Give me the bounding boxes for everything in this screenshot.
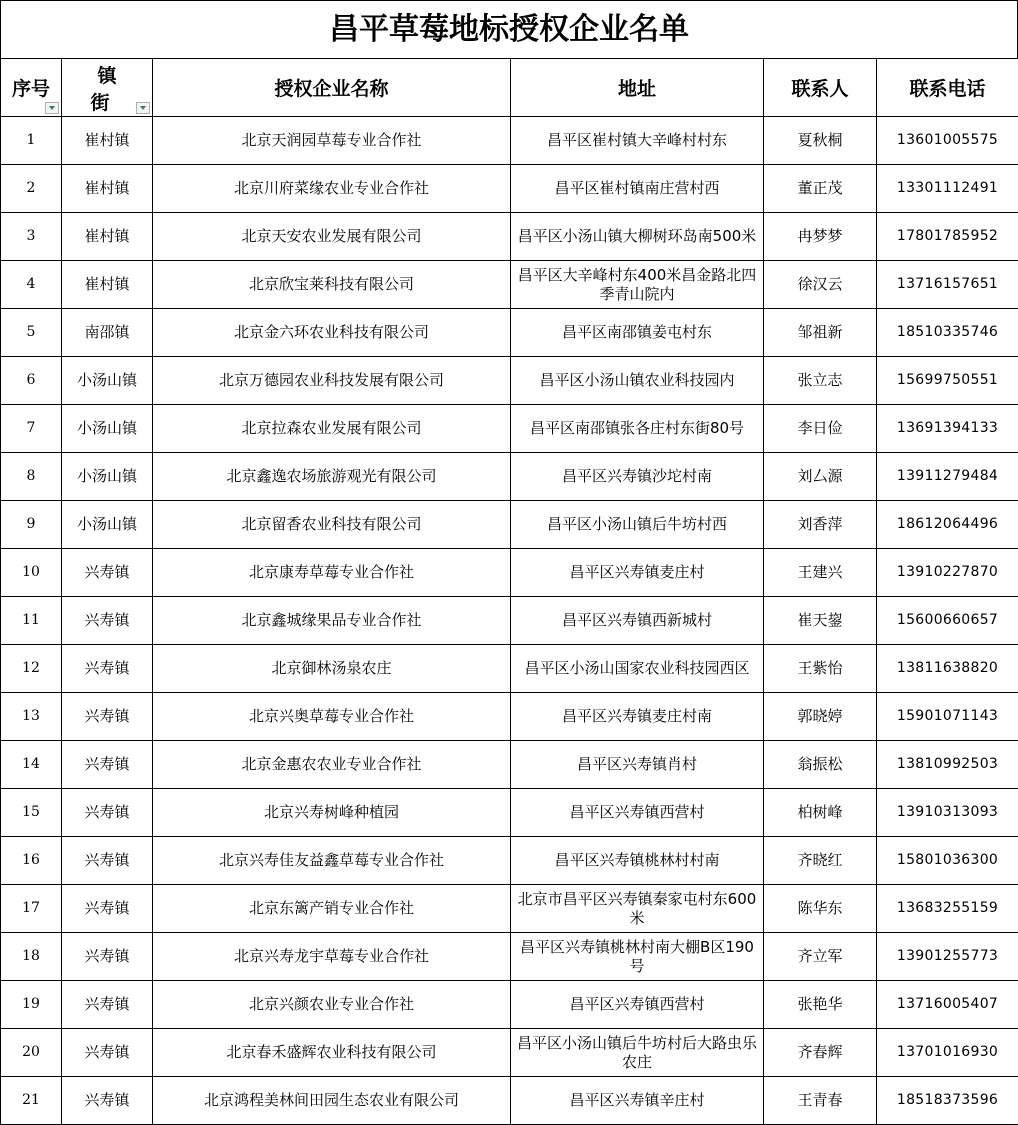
cell-contact[interactable]: 陈华东: [764, 885, 877, 933]
cell-phone[interactable]: 13701016930: [877, 1029, 1018, 1077]
table-row: [1, 789, 1018, 837]
cell-address[interactable]: 昌平区小汤山镇后牛坊村西: [511, 501, 764, 549]
cell-address[interactable]: 昌平区崔村镇大辛峰村村东: [511, 117, 764, 165]
cell-phone[interactable]: 15600660657: [877, 597, 1018, 645]
cell-seq[interactable]: 15: [1, 789, 62, 837]
cell-seq[interactable]: 10: [1, 549, 62, 597]
cell-address[interactable]: 昌平区小汤山镇大柳树环岛南500米: [511, 213, 764, 261]
table-row: [1, 981, 1018, 1029]
cell-phone[interactable]: 15699750551: [877, 357, 1018, 405]
cell-address[interactable]: 昌平区兴寿镇肖村: [511, 741, 764, 789]
cell-company[interactable]: 北京金六环农业科技有限公司: [153, 309, 511, 357]
cell-company[interactable]: 北京康寿草莓专业合作社: [153, 549, 511, 597]
cell-company[interactable]: 北京兴奥草莓专业合作社: [153, 693, 511, 741]
cell-address[interactable]: 昌平区兴寿镇桃林村南大棚B区190号: [511, 933, 764, 981]
dropdown-filter-icon[interactable]: [136, 102, 150, 114]
cell-seq[interactable]: 12: [1, 645, 62, 693]
cell-seq[interactable]: 20: [1, 1029, 62, 1077]
cell-company[interactable]: 北京兴寿佳友益鑫草莓专业合作社: [153, 837, 511, 885]
cell-seq[interactable]: 8: [1, 453, 62, 501]
cell-seq[interactable]: 1: [1, 117, 62, 165]
header-row: [1, 59, 1018, 117]
cell-seq[interactable]: 6: [1, 357, 62, 405]
cell-company[interactable]: 北京鑫城缘果品专业合作社: [153, 597, 511, 645]
cell-town[interactable]: 兴寿镇: [62, 1077, 153, 1125]
cell-seq[interactable]: 4: [1, 261, 62, 309]
cell-phone[interactable]: 15801036300: [877, 837, 1018, 885]
cell-phone[interactable]: 13716157651: [877, 261, 1018, 309]
table-row: [1, 645, 1018, 693]
cell-town[interactable]: 兴寿镇: [62, 741, 153, 789]
cell-phone[interactable]: 13716005407: [877, 981, 1018, 1029]
cell-town[interactable]: 崔村镇: [62, 261, 153, 309]
cell-phone[interactable]: 13810992503: [877, 741, 1018, 789]
cell-company[interactable]: 北京万德园农业科技发展有限公司: [153, 357, 511, 405]
table-row: [1, 837, 1018, 885]
cell-address[interactable]: 昌平区兴寿镇麦庄村南: [511, 693, 764, 741]
cell-address[interactable]: 昌平区南邵镇姜屯村东: [511, 309, 764, 357]
table-row: [1, 261, 1018, 309]
table-row: [1, 885, 1018, 933]
header-phone: 联系电话: [877, 59, 1018, 117]
table-row: [1, 453, 1018, 501]
header-address: 地址: [511, 59, 764, 117]
cell-town[interactable]: 小汤山镇: [62, 501, 153, 549]
cell-phone[interactable]: 13683255159: [877, 885, 1018, 933]
cell-seq[interactable]: 3: [1, 213, 62, 261]
cell-contact[interactable]: 刘香萍: [764, 501, 877, 549]
table-row: [1, 405, 1018, 453]
cell-company[interactable]: 北京金惠农农业专业合作社: [153, 741, 511, 789]
cell-phone[interactable]: 18612064496: [877, 501, 1018, 549]
cell-contact[interactable]: 冉梦梦: [764, 213, 877, 261]
header-contact: 联系人: [764, 59, 877, 117]
cell-contact[interactable]: 王青春: [764, 1077, 877, 1125]
cell-contact[interactable]: 翁振松: [764, 741, 877, 789]
cell-company[interactable]: 北京御林汤泉农庄: [153, 645, 511, 693]
table-row: [1, 309, 1018, 357]
cell-seq[interactable]: 11: [1, 597, 62, 645]
table-row: [1, 741, 1018, 789]
cell-town[interactable]: 崔村镇: [62, 117, 153, 165]
cell-contact[interactable]: 刘厶源: [764, 453, 877, 501]
cell-company[interactable]: 北京拉森农业发展有限公司: [153, 405, 511, 453]
cell-phone[interactable]: 18510335746: [877, 309, 1018, 357]
cell-seq[interactable]: 2: [1, 165, 62, 213]
cell-seq[interactable]: 18: [1, 933, 62, 981]
cell-town[interactable]: 兴寿镇: [62, 597, 153, 645]
cell-phone[interactable]: 15901071143: [877, 693, 1018, 741]
enterprise-table: [0, 58, 1018, 1125]
table-row: [1, 933, 1018, 981]
cell-town[interactable]: 兴寿镇: [62, 837, 153, 885]
cell-address[interactable]: 昌平区小汤山镇后牛坊村后大路虫乐农庄: [511, 1029, 764, 1077]
cell-company[interactable]: 北京兴寿树峰种植园: [153, 789, 511, 837]
cell-phone[interactable]: 13691394133: [877, 405, 1018, 453]
cell-contact[interactable]: 徐汉云: [764, 261, 877, 309]
cell-phone[interactable]: 13811638820: [877, 645, 1018, 693]
cell-company[interactable]: 北京鑫逸农场旅游观光有限公司: [153, 453, 511, 501]
cell-phone[interactable]: 13911279484: [877, 453, 1018, 501]
cell-address[interactable]: 昌平区南邵镇张各庄村东街80号: [511, 405, 764, 453]
cell-town[interactable]: 兴寿镇: [62, 549, 153, 597]
cell-address[interactable]: 昌平区兴寿镇西营村: [511, 981, 764, 1029]
table-row: [1, 549, 1018, 597]
cell-contact[interactable]: 邹祖新: [764, 309, 877, 357]
page-title: 昌平草莓地标授权企业名单: [0, 0, 1018, 58]
cell-contact[interactable]: 郭晓婷: [764, 693, 877, 741]
cell-company[interactable]: 北京留香农业科技有限公司: [153, 501, 511, 549]
table-row: [1, 501, 1018, 549]
cell-address[interactable]: 昌平区大辛峰村东400米昌金路北四季青山院内: [511, 261, 764, 309]
cell-address[interactable]: 昌平区小汤山镇农业科技园内: [511, 357, 764, 405]
cell-seq[interactable]: 21: [1, 1077, 62, 1125]
cell-seq[interactable]: 17: [1, 885, 62, 933]
cell-company[interactable]: 北京东篱产销专业合作社: [153, 885, 511, 933]
cell-address[interactable]: 昌平区兴寿镇沙坨村南: [511, 453, 764, 501]
cell-town[interactable]: 兴寿镇: [62, 885, 153, 933]
cell-seq[interactable]: 13: [1, 693, 62, 741]
cell-town[interactable]: 兴寿镇: [62, 1029, 153, 1077]
cell-town[interactable]: 兴寿镇: [62, 933, 153, 981]
cell-town[interactable]: 兴寿镇: [62, 789, 153, 837]
cell-seq[interactable]: 5: [1, 309, 62, 357]
cell-address[interactable]: 昌平区崔村镇南庄营村西: [511, 165, 764, 213]
cell-company[interactable]: 北京兴颜农业专业合作社: [153, 981, 511, 1029]
cell-town[interactable]: 崔村镇: [62, 213, 153, 261]
header-seq: [1, 59, 62, 117]
cell-town[interactable]: 南邵镇: [62, 309, 153, 357]
cell-town[interactable]: 兴寿镇: [62, 981, 153, 1029]
cell-contact[interactable]: 王紫怡: [764, 645, 877, 693]
cell-contact[interactable]: 齐春辉: [764, 1029, 877, 1077]
cell-town[interactable]: 兴寿镇: [62, 693, 153, 741]
table-row: [1, 1029, 1018, 1077]
cell-contact[interactable]: 张艳华: [764, 981, 877, 1029]
dropdown-filter-icon[interactable]: [45, 102, 59, 114]
table-row: [1, 693, 1018, 741]
cell-contact[interactable]: 崔天鋆: [764, 597, 877, 645]
cell-phone[interactable]: 17801785952: [877, 213, 1018, 261]
table-row: [1, 357, 1018, 405]
cell-phone[interactable]: 13301112491: [877, 165, 1018, 213]
cell-town[interactable]: 兴寿镇: [62, 645, 153, 693]
header-seq-label: 序号: [11, 78, 50, 100]
cell-town[interactable]: 小汤山镇: [62, 453, 153, 501]
header-town: [62, 59, 153, 117]
cell-phone[interactable]: 13601005575: [877, 117, 1018, 165]
cell-address[interactable]: 昌平区小汤山国家农业科技园西区: [511, 645, 764, 693]
cell-contact[interactable]: 齐立军: [764, 933, 877, 981]
cell-phone[interactable]: 13910227870: [877, 549, 1018, 597]
cell-contact[interactable]: 张立志: [764, 357, 877, 405]
cell-company[interactable]: 北京天润园草莓专业合作社: [153, 117, 511, 165]
cell-seq[interactable]: 19: [1, 981, 62, 1029]
cell-company[interactable]: 北京天安农业发展有限公司: [153, 213, 511, 261]
cell-address[interactable]: 昌平区兴寿镇西营村: [511, 789, 764, 837]
cell-contact[interactable]: 齐晓红: [764, 837, 877, 885]
cell-seq[interactable]: 9: [1, 501, 62, 549]
cell-contact[interactable]: 夏秋桐: [764, 117, 877, 165]
cell-contact[interactable]: 李日俭: [764, 405, 877, 453]
cell-company[interactable]: 北京春禾盛辉农业科技有限公司: [153, 1029, 511, 1077]
cell-company[interactable]: 北京川府菜缘农业专业合作社: [153, 165, 511, 213]
cell-address[interactable]: 昌平区兴寿镇西新城村: [511, 597, 764, 645]
cell-phone[interactable]: 13901255773: [877, 933, 1018, 981]
table-row: [1, 165, 1018, 213]
cell-town[interactable]: 小汤山镇: [62, 405, 153, 453]
table-body: [1, 117, 1018, 1125]
cell-company[interactable]: 北京欣宝莱科技有限公司: [153, 261, 511, 309]
table-row: [1, 117, 1018, 165]
cell-address[interactable]: 昌平区兴寿镇辛庄村: [511, 1077, 764, 1125]
cell-company[interactable]: 北京兴寿龙宇草莓专业合作社: [153, 933, 511, 981]
cell-contact[interactable]: 柏树峰: [764, 789, 877, 837]
cell-seq[interactable]: 14: [1, 741, 62, 789]
cell-town[interactable]: 小汤山镇: [62, 357, 153, 405]
cell-address[interactable]: 昌平区兴寿镇麦庄村: [511, 549, 764, 597]
cell-contact[interactable]: 王建兴: [764, 549, 877, 597]
cell-phone[interactable]: 13910313093: [877, 789, 1018, 837]
header-company: 授权企业名称: [153, 59, 511, 117]
cell-seq[interactable]: 16: [1, 837, 62, 885]
table-row: [1, 597, 1018, 645]
cell-address[interactable]: 昌平区兴寿镇桃林村村南: [511, 837, 764, 885]
cell-contact[interactable]: 董正茂: [764, 165, 877, 213]
cell-seq[interactable]: 7: [1, 405, 62, 453]
table-row: [1, 213, 1018, 261]
cell-address[interactable]: 北京市昌平区兴寿镇秦家屯村东600米: [511, 885, 764, 933]
header-town-label: 镇 街: [90, 64, 131, 114]
cell-town[interactable]: 崔村镇: [62, 165, 153, 213]
table-row: [1, 1077, 1018, 1125]
cell-company[interactable]: 北京鸿程美林间田园生态农业有限公司: [153, 1077, 511, 1125]
cell-phone[interactable]: 18518373596: [877, 1077, 1018, 1125]
